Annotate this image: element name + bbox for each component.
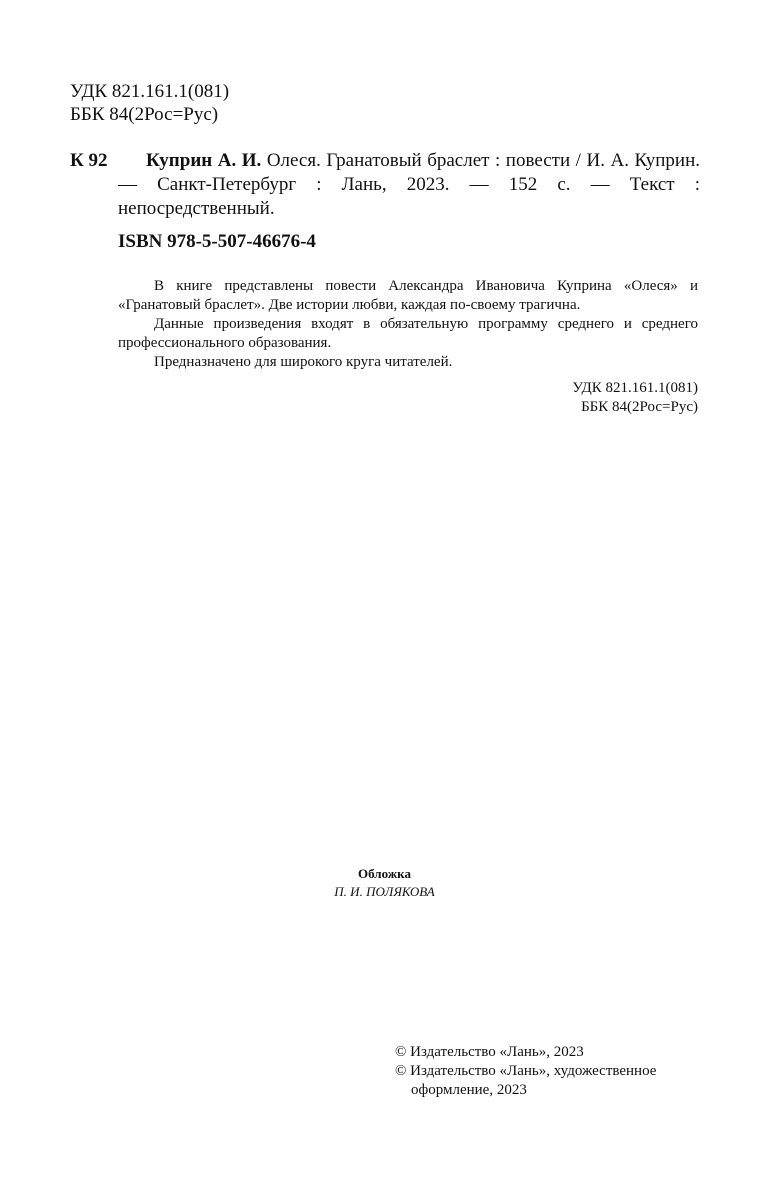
bbk-code: ББК 84(2Рос=Рус)	[581, 399, 698, 415]
cover-artist: П. И. ПОЛЯКОВА	[334, 884, 435, 899]
classification-header	[70, 80, 229, 126]
udk-code: УДК 821.161.1(081)	[70, 81, 230, 102]
annotation-paragraph: Данные произведения входят в обязательную программу среднего и среднего профессионального образования.	[118, 316, 698, 351]
author-name: Куприн А. И.	[146, 150, 262, 171]
annotation-paragraph: В книге представлены повести Александра Ивановича Куприна «Олеся» и «Гранатовый браслет». Две истории любви, каждая по-своему трагична.	[118, 278, 698, 313]
udk-code: УДК 821.161.1(081)	[572, 380, 698, 396]
author-sign: К 92	[70, 150, 108, 171]
copyright-block	[395, 1043, 715, 1100]
copyright-line: © Издательство «Лань», 2023	[395, 1044, 584, 1060]
annotation-paragraph: Предназначено для широкого круга читателей.	[154, 354, 453, 370]
copyright-line: оформление, 2023	[411, 1082, 527, 1098]
bibliographic-entry	[70, 149, 700, 221]
cover-label: Обложка	[358, 866, 411, 881]
cover-credit	[0, 865, 769, 901]
bibliographic-description	[118, 149, 700, 221]
title-statement: Олеся. Гранатовый браслет : повести / И. А. Куприн. — Санкт-Петербург : Лань, 2023. — 152 с. — Текст : непосредственный.	[118, 150, 700, 219]
classification-footer	[118, 379, 698, 417]
copyright-line: © Издательство «Лань», художественное	[395, 1063, 657, 1079]
isbn: ISBN 978-5-507-46676-4	[118, 231, 316, 252]
bbk-code: ББК 84(2Рос=Рус)	[70, 104, 219, 125]
annotation	[118, 277, 698, 372]
